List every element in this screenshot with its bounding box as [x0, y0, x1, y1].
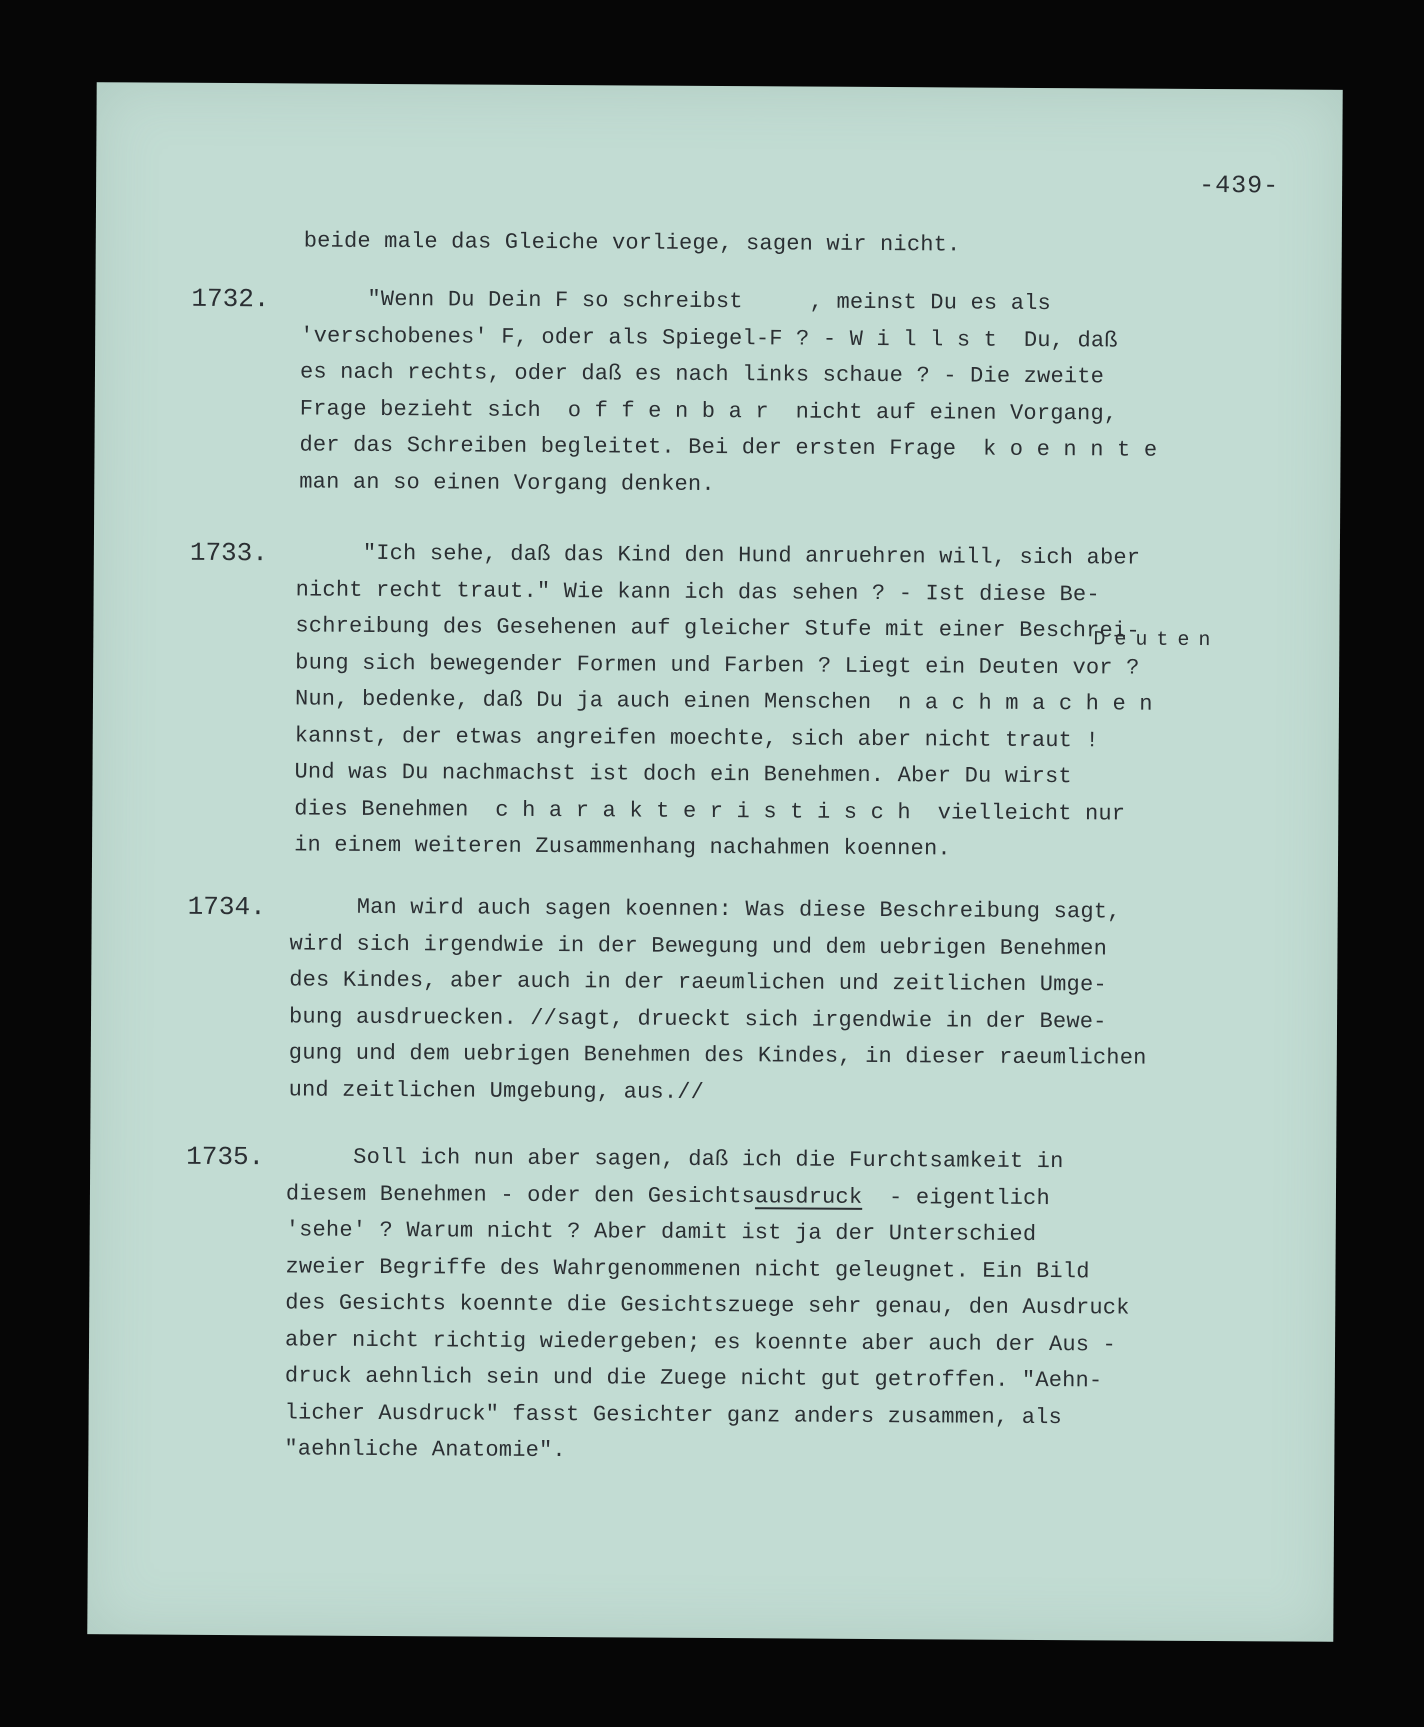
text-line: Man wird auch sagen koennen: Was diese Beschreibung sagt,	[289, 894, 1121, 925]
underlined-word: ausdruck	[754, 1183, 863, 1210]
text-line: bung sich bewegender Formen und Farben ? Liegt ein Deuten vor ?	[295, 649, 1140, 681]
text-line: bung ausdruecken. //sagt, drueckt sich irgendwie in der Bewe-	[288, 1003, 1107, 1034]
text-line: man an so einen Vorgang denken.	[299, 468, 715, 497]
text-line: wird sich irgendwie in der Bewegung und dem uebrigen Benehmen	[289, 930, 1108, 961]
text-line: licher Ausdruck" fasst Gesichter ganz anders zusammen, als	[284, 1399, 1063, 1430]
text-line: der das Schreiben begleitet. Bei der ersten Frage k o e n n t e	[299, 432, 1158, 463]
text-line: "Ich sehe, daß das Kind den Hund anruehren will, sich aber	[295, 540, 1141, 571]
paragraph-number: 1733.	[189, 537, 268, 569]
text-line: gung und dem uebrigen Benehmen des Kindes, in dieser raeumlichen	[288, 1040, 1147, 1071]
paragraph-number: 1734.	[187, 891, 266, 923]
text-line: "Wenn Du Dein F so schreibst , meinst Du es als	[300, 286, 1052, 317]
text-line: Frage bezieht sich o f f e n b a r nicht auf einen Vorgang,	[299, 395, 1118, 426]
text-line: 'verschobenes' F, oder als Spiegel-F ? - W i l l s t Du, daß	[300, 322, 1118, 353]
text-line: Soll ich nun aber sagen, daß ich die Furchtsamkeit in	[286, 1144, 1064, 1175]
text-line: aber nicht richtig wiedergeben; es koennte aber auch der Aus -	[284, 1326, 1117, 1357]
paragraph-1734	[92, 888, 1338, 1105]
text-line: beide male das Gleiche vorliege, sagen wir nicht.	[303, 228, 961, 258]
paragraph-1732	[96, 280, 1342, 497]
typescript-page	[87, 82, 1342, 1642]
text-line	[286, 1176, 1296, 1219]
text-line: in einem weiteren Zusammenhang nachahmen koennen.	[294, 832, 951, 862]
paragraph-number: 1732.	[191, 283, 270, 315]
page-number: -439-	[1199, 170, 1280, 201]
paragraph-number: 1735.	[186, 1141, 265, 1173]
text-line: "aehnliche Anatomie".	[284, 1436, 566, 1464]
text-segment: - eigentlich	[862, 1184, 1050, 1211]
text-line: es nach rechts, oder daß es nach links schaue ? - Die zweite	[299, 359, 1105, 390]
paragraph-1733	[94, 534, 1340, 862]
continuation-line	[96, 222, 1342, 258]
text-line: 'sehe' ? Warum nicht ? Aber damit ist ja der Unterschied	[285, 1217, 1037, 1247]
paragraph-1735	[90, 1138, 1336, 1464]
text-line: dies Benehmen c h a r a k t e r i s t i s c h vielleicht nur	[294, 795, 1126, 827]
text-segment: diesem Benehmen - oder den Gesichts	[285, 1180, 756, 1209]
text-line: zweier Begriffe des Wahrgenommenen nicht geleugnet. Ein Bild	[285, 1253, 1090, 1284]
text-line: druck aehnlich sein und die Zuege nicht gut getroffen. "Aehn-	[284, 1363, 1103, 1394]
text-line: des Gesichts koennte die Gesichtszuege sehr genau, den Ausdruck	[285, 1290, 1130, 1321]
text-line: schreibung des Gesehenen auf gleicher Stufe mit einer Beschrei-	[295, 613, 1140, 644]
text-line: kannst, der etwas angreifen moechte, sich aber nicht traut !	[294, 722, 1099, 753]
text-line: des Kindes, aber auch in der raeumlichen und zeitlichen Umge-	[289, 967, 1107, 998]
text-line: und zeitlichen Umgebung, aus.//	[288, 1076, 705, 1105]
text-line: Und was Du nachmachst ist doch ein Benehmen. Aber Du wirst	[294, 759, 1072, 790]
interlinear-insertion: Deuten	[1093, 628, 1220, 653]
text-line: nicht recht traut." Wie kann ich das sehen ? - Ist diese Be-	[295, 576, 1100, 607]
text-line: Nun, bedenke, daß Du ja auch einen Menschen n a c h m a c h e n	[294, 686, 1153, 717]
